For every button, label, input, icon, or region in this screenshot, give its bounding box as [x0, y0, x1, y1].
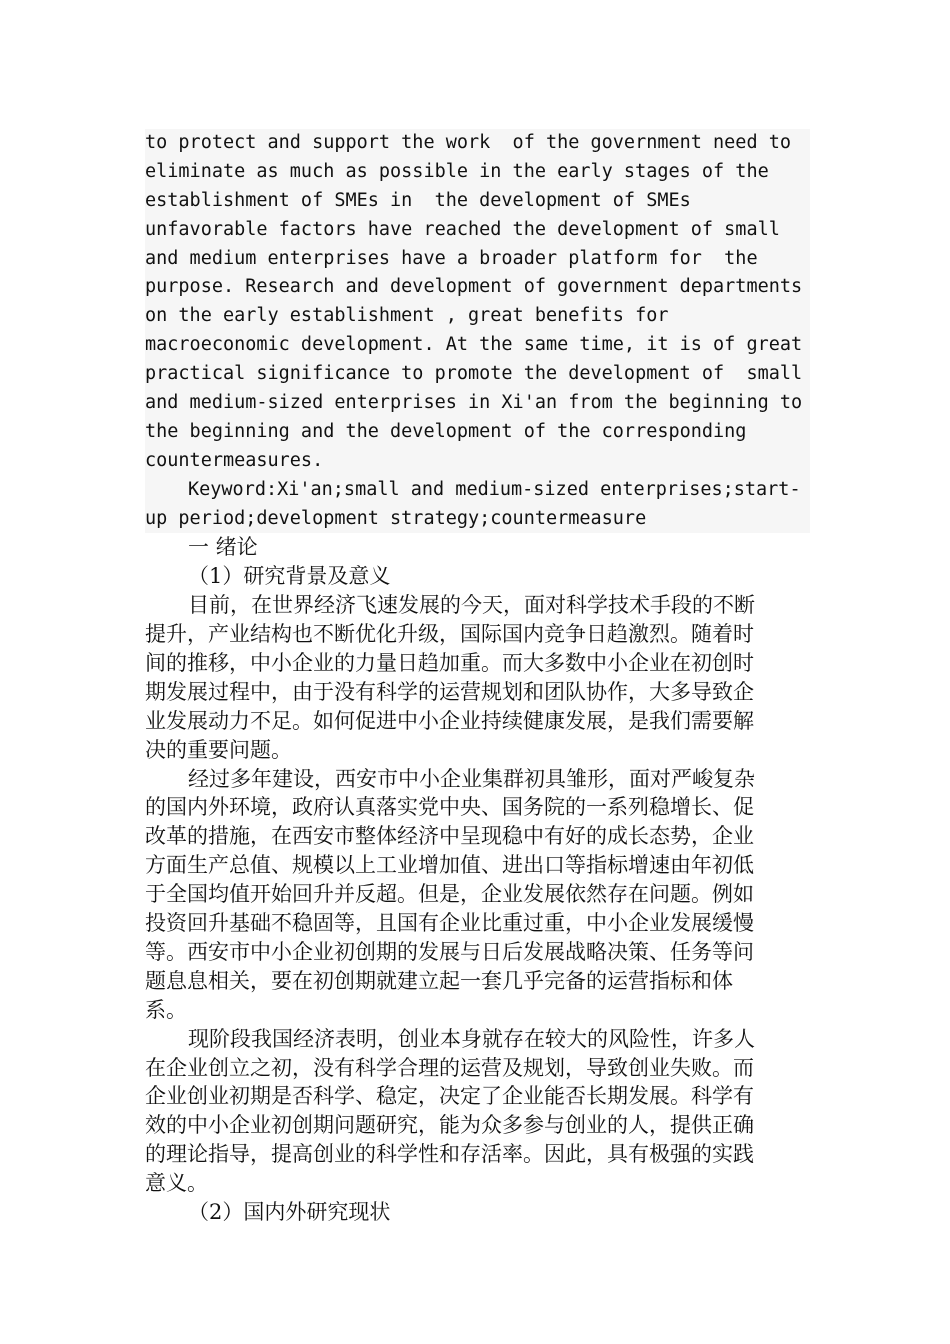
page-content: [145, 129, 810, 1227]
abstract-line: the beginning and the development of the corresponding: [145, 418, 810, 447]
section-2-heading: （2）国内外研究现状: [188, 1199, 391, 1224]
paragraph-line: 决的重要问题。: [145, 737, 292, 762]
paragraph-line: 的国内外环境，政府认真落实党中央、国务院的一系列稳增长、促: [145, 795, 754, 820]
section-1-heading: （1）研究背景及意义: [188, 564, 391, 589]
paragraph-line: 于全国均值开始回升并反超。但是，企业发展依然存在问题。例如: [145, 882, 754, 907]
paragraph-line: 间的推移，中小企业的力量日趋加重。而大多数中小企业在初创时: [145, 651, 754, 676]
paragraph-line: 期发展过程中，由于没有科学的运营规划和团队协作，大多导致企: [145, 679, 754, 704]
chinese-body: [145, 533, 810, 1226]
paragraph-line: 改革的措施，在西安市整体经济中呈现稳中有好的成长态势，企业: [145, 824, 754, 849]
abstract-line: and medium-sized enterprises in Xi'an from the beginning to: [145, 389, 810, 418]
abstract-line: unfavorable factors have reached the development of small: [145, 216, 810, 245]
abstract-line: on the early establishment , great benefits for: [145, 302, 810, 331]
chapter-heading: 一 绪论: [188, 535, 258, 560]
paragraph-line: 投资回升基础不稳固等，且国有企业比重过重，中小企业发展缓慢: [145, 911, 754, 936]
paragraph-line: 在企业创立之初，没有科学合理的运营及规划，导致创业失败。而: [145, 1055, 754, 1080]
paragraph-line: 效的中小企业初创期问题研究，能为众多参与创业的人，提供正确: [145, 1113, 754, 1138]
abstract-line: eliminate as much as possible in the early stages of the: [145, 158, 810, 187]
paragraph-line: 方面生产总值、规模以上工业增加值、进出口等指标增速由年初低: [145, 853, 754, 878]
paragraph-line: 题息息相关，要在初创期就建立起一套几乎完备的运营指标和体: [145, 968, 733, 993]
paragraph-line: 业发展动力不足。如何促进中小企业持续健康发展，是我们需要解: [145, 708, 754, 733]
abstract-line: practical significance to promote the development of small: [145, 360, 810, 389]
paragraph-line: 企业创业初期是否科学、稳定，决定了企业能否长期发展。科学有: [145, 1084, 754, 1109]
abstract-line: to protect and support the work of the government need to: [145, 129, 810, 158]
paragraph-line: 经过多年建设，西安市中小企业集群初具雏形，面对严峻复杂: [188, 766, 755, 791]
paragraph-line: 意义。: [145, 1171, 208, 1196]
paragraph-line: 提升，产业结构也不断优化升级，国际国内竞争日趋激烈。随着时: [145, 622, 754, 647]
abstract-line: countermeasures.: [145, 447, 810, 476]
keywords-line: Keyword:Xi'an;small and medium-sized enterprises;start-: [145, 476, 810, 505]
abstract-line: macroeconomic development. At the same time, it is of great: [145, 331, 810, 360]
paragraph-line: 目前，在世界经济飞速发展的今天，面对科学技术手段的不断: [188, 593, 755, 618]
abstract-line: and medium enterprises have a broader platform for the: [145, 245, 810, 274]
paragraph-line: 的理论指导，提高创业的科学性和存活率。因此，具有极强的实践: [145, 1142, 754, 1167]
paragraph-line: 现阶段我国经济表明，创业本身就存在较大的风险性，许多人: [188, 1026, 755, 1051]
english-abstract: [145, 129, 810, 533]
paragraph-line: 等。西安市中小企业初创期的发展与日后发展战略决策、任务等问: [145, 939, 754, 964]
keywords-line: up period;development strategy;countermeasure: [145, 505, 810, 534]
abstract-line: purpose. Research and development of government departments: [145, 273, 810, 302]
abstract-line: establishment of SMEs in the development of SMEs: [145, 187, 810, 216]
paragraph-line: 系。: [145, 997, 187, 1022]
